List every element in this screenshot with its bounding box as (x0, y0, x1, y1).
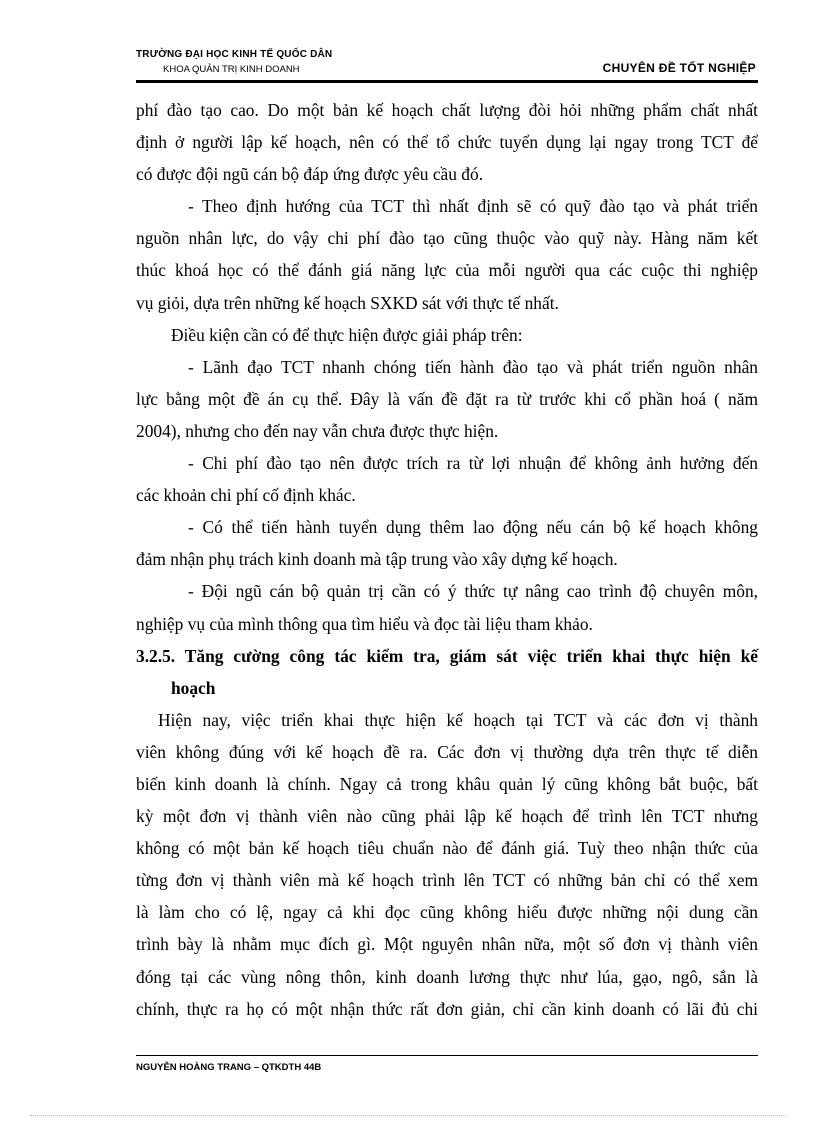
paragraph-line: Điều kiện cần có để thực hiện được giải pháp trên: (171, 324, 523, 345)
paragraph-line: - Có thể tiến hành tuyển dụng thêm lao động nếu cán bộ kế hoạch không (188, 517, 758, 538)
paragraph-line: 2004), nhưng cho đến nay vẫn chưa được thực hiện. (136, 420, 499, 441)
paragraph-line: nguồn nhân lực, do vậy chi phí đào tạo cũng thuộc vào quỹ này. Hàng năm kết (136, 228, 758, 249)
paragraph-line: - Chi phí đào tạo nên được trích ra từ lợi nhuận để không ảnh hưởng đến (188, 453, 758, 474)
header-doc-type: CHUYÊN ĐỀ TỐT NGHIỆP (602, 61, 756, 75)
paragraph-line: là làm cho có lệ, ngay cả khi đọc cũng không hiểu được những nội dung cần (136, 902, 758, 923)
header-faculty: KHOA QUẢN TRỊ KINH DOANH (163, 64, 300, 75)
section-heading: 3.2.5. Tăng cường công tác kiểm tra, giám sát việc triển khai thực hiện kế (136, 645, 758, 666)
paragraph-line: Hiện nay, việc triển khai thực hiện kế hoạch tại TCT và các đơn vị thành (158, 709, 758, 730)
paragraph-line: lực bằng một đề án cụ thể. Đây là vấn đề đặt ra từ trước khi cổ phần hoá ( năm (136, 388, 758, 409)
paragraph-line: các khoản chi phí cố định khác. (136, 485, 356, 506)
paragraph-line: có được đội ngũ cán bộ đáp ứng được yêu cầu đó. (136, 164, 484, 185)
paragraph-line: thúc khoá học có thể đánh giá năng lực của mỗi người qua các cuộc thi nghiệp (136, 260, 758, 281)
header-university: TRƯỜNG ĐẠI HỌC KINH TẾ QUỐC DÂN (136, 49, 333, 60)
paragraph-line: định ở người lập kế hoạch, nên có thể tổ chức tuyển dụng lại ngay trong TCT để (136, 132, 758, 153)
body-text (136, 94, 758, 1025)
paragraph-line: đóng tại các vùng nông thôn, kinh doanh lương thực như lúa, gạo, ngô, sắn là (136, 966, 758, 987)
paragraph-line: - Đội ngũ cán bộ quản trị cần có ý thức tự nâng cao trình độ chuyên môn, (188, 581, 758, 602)
footer-author: NGUYỄN HOÀNG TRANG – QTKDTH 44B (136, 1062, 322, 1073)
paragraph-line: nghiệp vụ của mình thông qua tìm hiểu và đọc tài liệu tham khảo. (136, 613, 593, 634)
paragraph-line: - Theo định hướng của TCT thì nhất định sẽ có quỹ đào tạo và phát triển (188, 196, 758, 217)
paragraph-line: - Lãnh đạo TCT nhanh chóng tiến hành đào tạo và phát triển nguồn nhân (188, 356, 758, 377)
paragraph-line: vụ giỏi, dựa trên những kế hoạch SXKD sát với thực tế nhất. (136, 292, 559, 313)
footer-divider (136, 1055, 758, 1056)
paragraph-line: phí đào tạo cao. Do một bản kế hoạch chất lượng đòi hỏi những phẩm chất nhất (136, 100, 758, 120)
paragraph-line: không có một bản kế hoạch tiêu chuẩn nào để đánh giá. Tuỳ theo nhận thức của (136, 838, 758, 859)
paragraph-line: trình bày là nhằm mục đích gì. Một nguyên nhân nữa, một số đơn vị thành viên (136, 934, 758, 955)
paragraph-line: viên không đúng với kế hoạch đề ra. Các đơn vị thường dựa trên thực tế diễn (136, 741, 758, 762)
header-divider (136, 80, 758, 83)
section-heading-cont: hoạch (171, 677, 216, 698)
paragraph-line: từng đơn vị thành viên mà kế hoạch trình lên TCT có những bản chỉ có thể xem (136, 870, 758, 891)
paragraph-line: đảm nhận phụ trách kinh doanh mà tập trung vào xây dựng kế hoạch. (136, 549, 618, 570)
paragraph-line: kỳ một đơn vị thành viên nào cũng phải lập kế hoạch để trình lên TCT nhưng (136, 806, 758, 827)
paragraph-line: biến kinh doanh là chính. Ngay cả trong khâu quản lý cũng không bắt buộc, bất (136, 773, 758, 794)
paragraph-line: chính, thực ra họ có một nhận thức rất đơn giản, chỉ cần kinh doanh có lãi đủ chi (136, 998, 758, 1019)
page-edge-dots (30, 1115, 786, 1116)
